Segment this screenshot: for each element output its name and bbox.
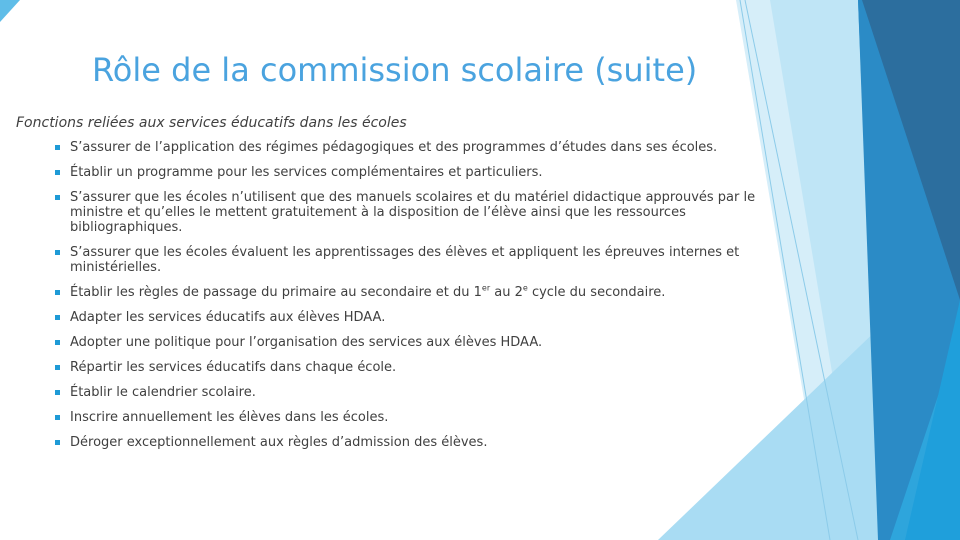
bullet-square-icon (55, 390, 60, 395)
bullet-text: Répartir les services éducatifs dans chaque école. (70, 360, 397, 375)
bullet-square-icon (55, 250, 60, 255)
bullet-item (52, 435, 782, 450)
bullet-text: S’assurer que les écoles évaluent les apprentissages des élèves et appliquent les épreuves internes et ministérielles. (70, 245, 740, 275)
bullet-item (52, 385, 782, 400)
bullet-square-icon (55, 340, 60, 345)
bullet-item (52, 360, 782, 375)
ordinal-superscript: e (522, 283, 528, 293)
bullet-text: Inscrire annuellement les élèves dans les écoles. (70, 410, 389, 425)
bullet-item (52, 245, 782, 275)
bullet-square-icon (55, 195, 60, 200)
bullet-text-part: Établir les règles de passage du primaire au secondaire et du 1 (70, 285, 482, 300)
bullet-text: Adopter une politique pour l’organisation des services aux élèves HDAA. (70, 335, 543, 350)
bullet-text-part: au 2 (490, 285, 523, 300)
bullet-square-icon (55, 145, 60, 150)
bullet-text: Adapter les services éducatifs aux élèves HDAA. (70, 310, 386, 325)
bullet-square-icon (55, 290, 60, 295)
bullet-item (52, 335, 782, 350)
bullet-text: Déroger exceptionnellement aux règles d’admission des élèves. (70, 435, 488, 450)
bullet-item (52, 190, 782, 235)
slide-title: Rôle de la commission scolaire (suite) (92, 51, 698, 89)
bullet-list (52, 140, 782, 460)
bullet-text-part: cycle du secondaire. (527, 285, 666, 300)
bullet-text: Établir un programme pour les services complémentaires et particuliers. (70, 165, 543, 180)
bullet-item (52, 140, 782, 155)
bullet-item (52, 285, 782, 300)
bullet-square-icon (55, 170, 60, 175)
slide-subtitle: Fonctions reliées aux services éducatifs dans les écoles (16, 115, 407, 131)
bullet-text (70, 285, 665, 300)
bullet-square-icon (55, 440, 60, 445)
left-accent-triangle (0, 0, 20, 22)
bullet-square-icon (55, 315, 60, 320)
bullet-text: Établir le calendrier scolaire. (70, 385, 256, 400)
bullet-item (52, 410, 782, 425)
bullet-square-icon (55, 365, 60, 370)
bullet-text: S’assurer de l’application des régimes pédagogiques et des programmes d’études dans ses écoles. (70, 140, 718, 155)
bullet-item (52, 165, 782, 180)
ordinal-superscript: er (481, 283, 491, 293)
bullet-square-icon (55, 415, 60, 420)
bullet-text: S’assurer que les écoles n’utilisent que des manuels scolaires et du matériel didactique approuvés par le ministre et qu’elles le mettent gratuitement à la disposition de l’élève ainsi que les ressources bibliographiques. (70, 190, 756, 235)
bullet-item (52, 310, 782, 325)
